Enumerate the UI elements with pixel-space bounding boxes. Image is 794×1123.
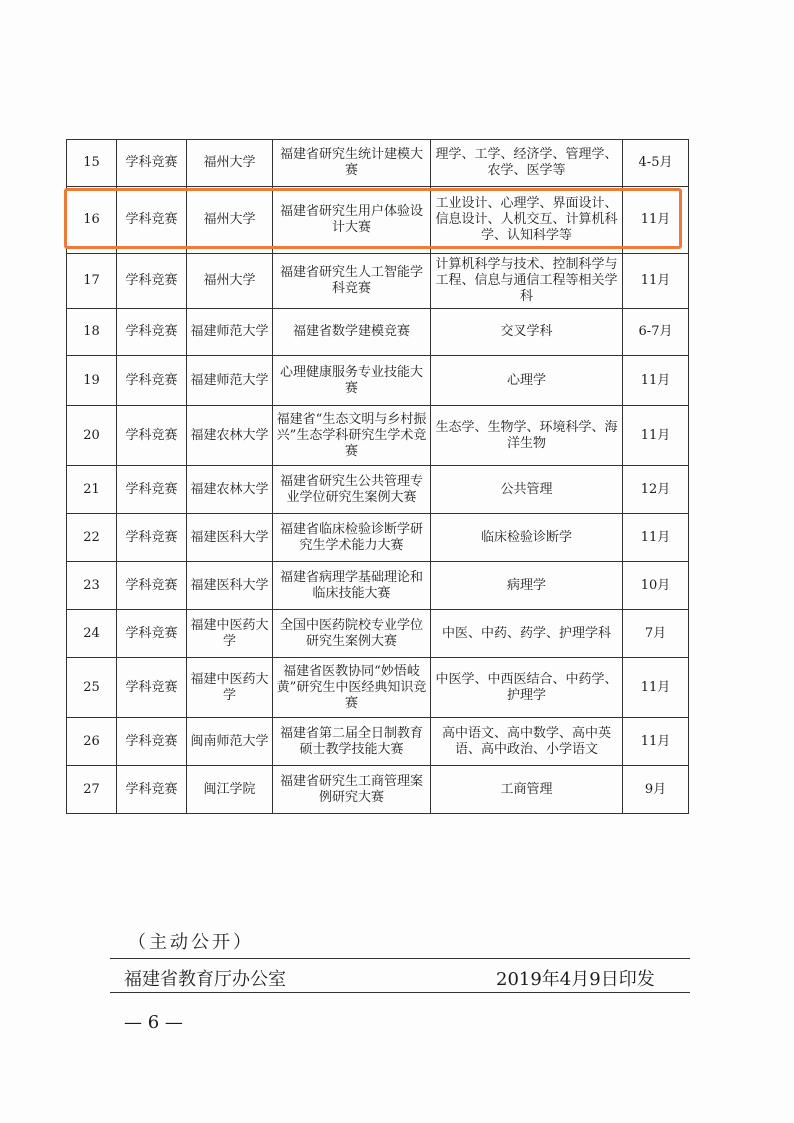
cell-unit: 闽南师范大学	[187, 718, 273, 766]
table-row	[67, 309, 689, 356]
table-row	[67, 140, 689, 187]
cell-name: 福建省病理学基础理论和临床技能大赛	[273, 562, 431, 610]
cell-field: 工业设计、心理学、界面设计、信息设计、人机交互、计算机科学、认知科学等	[431, 187, 623, 254]
cell-month: 11月	[623, 356, 689, 406]
cell-no: 27	[67, 766, 117, 814]
cell-type: 学科竞赛	[117, 562, 187, 610]
cell-type: 学科竞赛	[117, 309, 187, 356]
cell-month: 11月	[623, 254, 689, 309]
cell-field: 生态学、生物学、环境科学、海洋生物	[431, 406, 623, 466]
cell-month: 9月	[623, 766, 689, 814]
table-row	[67, 254, 689, 309]
cell-type: 学科竞赛	[117, 187, 187, 254]
cell-month: 10月	[623, 562, 689, 610]
table-row	[67, 718, 689, 766]
cell-unit: 闽江学院	[187, 766, 273, 814]
cell-unit: 福建师范大学	[187, 356, 273, 406]
cell-field: 临床检验诊断学	[431, 514, 623, 562]
table-row	[67, 562, 689, 610]
cell-no: 16	[67, 187, 117, 254]
table-row	[67, 187, 689, 254]
cell-month: 11月	[623, 658, 689, 718]
cell-no: 22	[67, 514, 117, 562]
cell-field: 计算机科学与技术、控制科学与工程、信息与通信工程等相关学科	[431, 254, 623, 309]
cell-name: 心理健康服务专业技能大赛	[273, 356, 431, 406]
cell-name: 福建省研究生公共管理专业学位研究生案例大赛	[273, 466, 431, 514]
cell-no: 19	[67, 356, 117, 406]
cell-type: 学科竞赛	[117, 766, 187, 814]
cell-unit: 福建医科大学	[187, 562, 273, 610]
table-body	[67, 140, 689, 814]
cell-field: 理学、工学、经济学、管理学、农学、医学等	[431, 140, 623, 187]
cell-unit: 福州大学	[187, 140, 273, 187]
competition-table	[66, 139, 689, 814]
cell-name: 福建省临床检验诊断学研究生学术能力大赛	[273, 514, 431, 562]
cell-no: 23	[67, 562, 117, 610]
page-number: — 6 —	[124, 1012, 183, 1033]
cell-type: 学科竞赛	[117, 254, 187, 309]
cell-no: 18	[67, 309, 117, 356]
cell-field: 中医、中药、药学、护理学科	[431, 610, 623, 658]
cell-month: 11月	[623, 187, 689, 254]
footer-rule-bottom	[110, 992, 690, 993]
cell-field: 高中语文、高中数学、高中英语、高中政治、小学语文	[431, 718, 623, 766]
cell-no: 15	[67, 140, 117, 187]
issue-date: 2019年4月9日印发	[496, 969, 655, 990]
cell-month: 11月	[623, 514, 689, 562]
cell-unit: 福建中医药大学	[187, 610, 273, 658]
cell-type: 学科竞赛	[117, 140, 187, 187]
table-row	[67, 356, 689, 406]
issuing-office: 福建省教育厅办公室	[124, 969, 286, 990]
table-row	[67, 610, 689, 658]
cell-field: 公共管理	[431, 466, 623, 514]
cell-type: 学科竞赛	[117, 610, 187, 658]
cell-name: 福建省“生态文明与乡村振兴”生态学科研究生学术竞赛	[273, 406, 431, 466]
cell-name: 福建省研究生人工智能学科竞赛	[273, 254, 431, 309]
table-row	[67, 514, 689, 562]
cell-name: 福建省研究生工商管理案例研究大赛	[273, 766, 431, 814]
cell-field: 交叉学科	[431, 309, 623, 356]
cell-name: 福建省第二届全日制教育硕士教学技能大赛	[273, 718, 431, 766]
cell-type: 学科竞赛	[117, 658, 187, 718]
cell-no: 26	[67, 718, 117, 766]
cell-name: 福建省数学建模竞赛	[273, 309, 431, 356]
cell-month: 11月	[623, 406, 689, 466]
cell-month: 6-7月	[623, 309, 689, 356]
cell-no: 24	[67, 610, 117, 658]
cell-no: 21	[67, 466, 117, 514]
cell-field: 病理学	[431, 562, 623, 610]
cell-unit: 福建师范大学	[187, 309, 273, 356]
cell-name: 全国中医药院校专业学位研究生案例大赛	[273, 610, 431, 658]
disclosure-note: （主动公开）	[128, 932, 254, 953]
cell-type: 学科竞赛	[117, 406, 187, 466]
cell-no: 25	[67, 658, 117, 718]
table-row	[67, 766, 689, 814]
cell-name: 福建省研究生用户体验设计大赛	[273, 187, 431, 254]
cell-field: 工商管理	[431, 766, 623, 814]
table-row	[67, 658, 689, 718]
cell-month: 12月	[623, 466, 689, 514]
cell-type: 学科竞赛	[117, 514, 187, 562]
cell-unit: 福建农林大学	[187, 466, 273, 514]
cell-type: 学科竞赛	[117, 356, 187, 406]
cell-type: 学科竞赛	[117, 718, 187, 766]
footer-rule-top	[110, 958, 690, 959]
cell-field: 中医学、中西医结合、中药学、护理学	[431, 658, 623, 718]
cell-month: 4-5月	[623, 140, 689, 187]
cell-name: 福建省医教协同“妙悟岐黄”研究生中医经典知识竞赛	[273, 658, 431, 718]
cell-month: 11月	[623, 718, 689, 766]
cell-unit: 福建医科大学	[187, 514, 273, 562]
cell-name: 福建省研究生统计建模大赛	[273, 140, 431, 187]
cell-field: 心理学	[431, 356, 623, 406]
cell-type: 学科竞赛	[117, 466, 187, 514]
cell-unit: 福建农林大学	[187, 406, 273, 466]
table-row	[67, 466, 689, 514]
cell-unit: 福建中医药大学	[187, 658, 273, 718]
cell-no: 20	[67, 406, 117, 466]
cell-month: 7月	[623, 610, 689, 658]
table-row	[67, 406, 689, 466]
cell-unit: 福州大学	[187, 254, 273, 309]
cell-unit: 福州大学	[187, 187, 273, 254]
cell-no: 17	[67, 254, 117, 309]
